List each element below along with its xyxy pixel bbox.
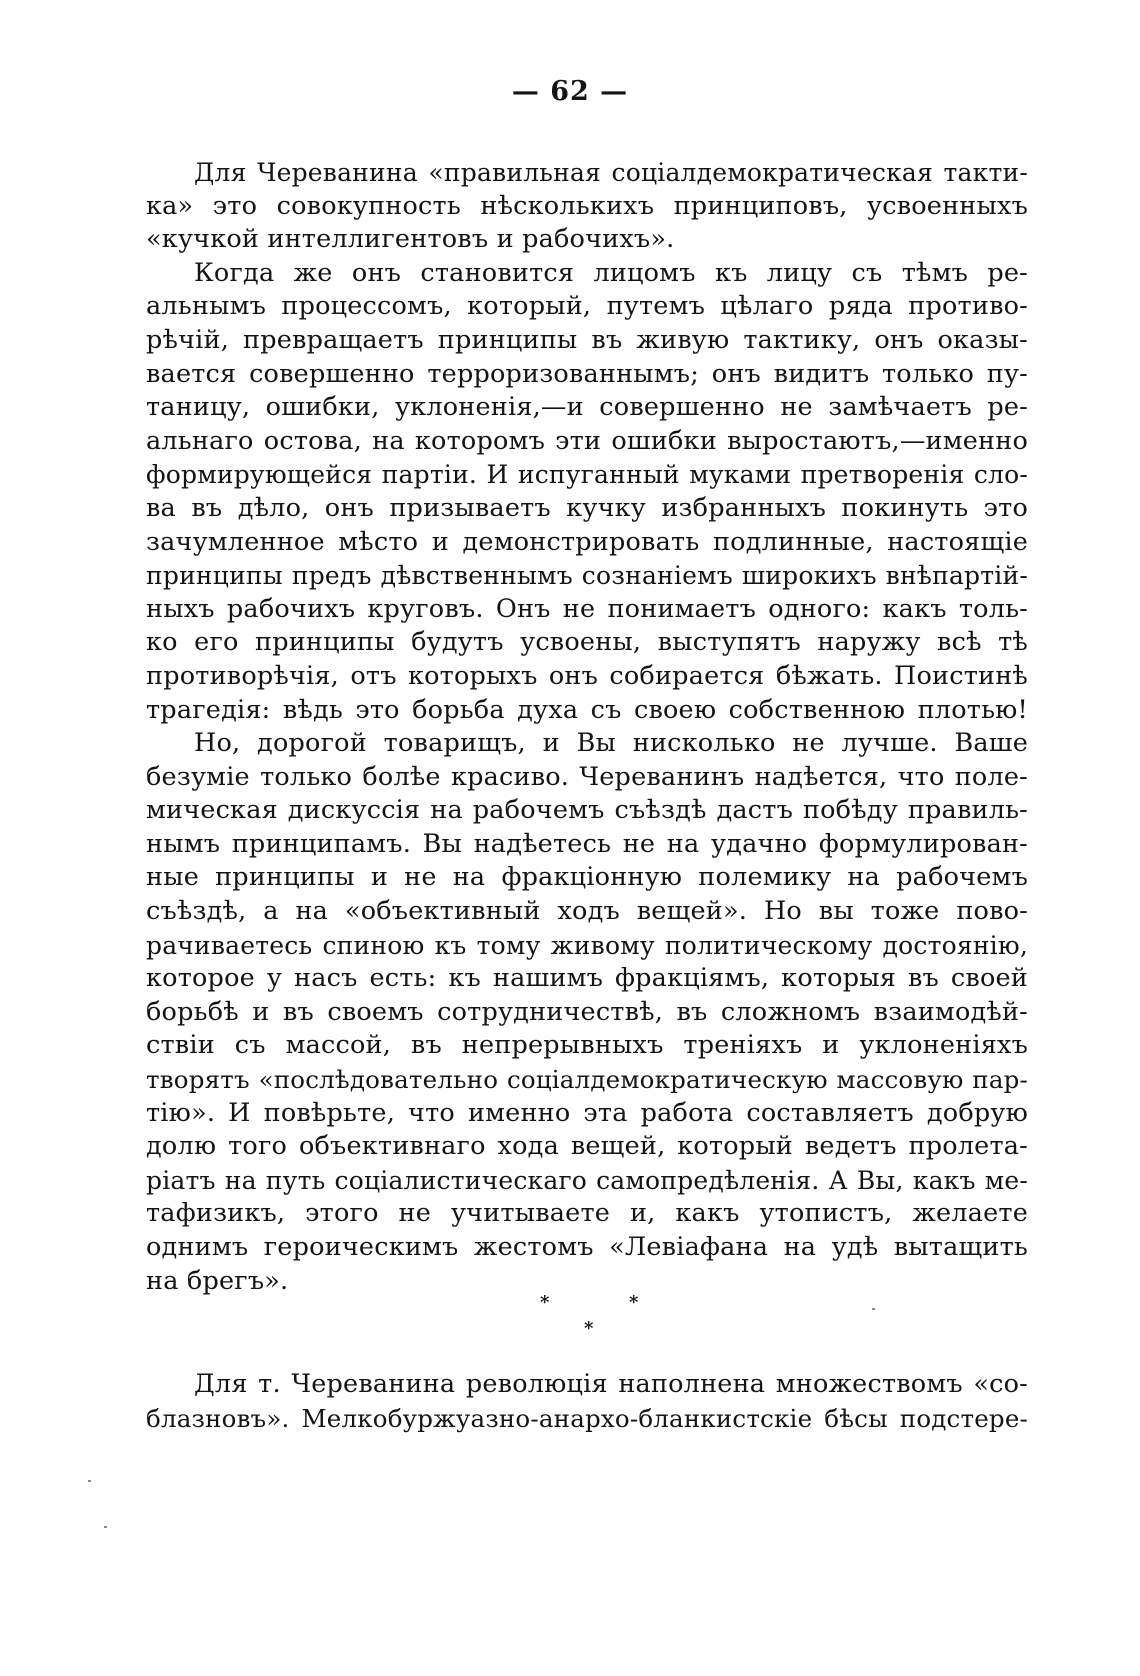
text-line: творятъ «послѣдовательно соціалдемократическую массовую пар- [146,1065,1028,1095]
text-line: которое у насъ есть: къ нашимъ фракціямъ, которыя въ своей [146,963,1028,994]
section-asterism [0,1292,1140,1352]
text-line: формирующейся партіи. И испуганный муками претворенія сло- [146,460,1028,490]
paper-speck [872,1308,875,1310]
text-line: съѣздѣ, а на «объективный ходъ вещей». Но вы тоже пово- [146,896,1028,927]
text-line: рачиваетесь спиною къ тому живому политическому достоянію, [146,930,1028,960]
text-line: рѣчій, превращаетъ принципы въ живую тактику, онъ оказы- [146,324,1028,355]
text-line: ко его принципы будутъ усвоены, выступятъ наружу всѣ тѣ [146,627,1028,658]
asterisk-left: * [540,1292,550,1313]
text-line: альнаго остова, на которомъ эти ошибки выростаютъ,—именно [146,425,1028,456]
text-line: ные принципы и не на фракціонную полемику на рабочемъ [146,862,1028,893]
text-line: ріатъ на путь соціалистическаго самопредѣленія. А Вы, какъ ме- [146,1165,1028,1195]
text-line: зачумленное мѣсто и демонстрировать подлинные, настоящіе [146,526,1028,557]
text-line: альнымъ процессомъ, который, путемъ цѣлаго ряда противо- [146,291,1028,322]
text-line: Но, дорогой товарищъ, и Вы нисколько не лучше. Ваше [194,728,1028,759]
text-line: «кучкой интеллигентовъ и рабочихъ». [146,224,675,255]
text-line: мическая дискуссія на рабочемъ съѣздѣ дастъ побѣду правиль- [146,795,1028,826]
text-line: блазновъ». Мелкобуржуазно-анархо-бланкистскіе бѣсы подстере- [146,1403,1028,1433]
text-line: ва въ дѣло, онъ призываетъ кучку избранныхъ покинуть это [146,492,1028,523]
text-line: нымъ принципамъ. Вы надѣетесь не на удачно формулирован- [146,828,1028,859]
asterisk-right: * [629,1292,639,1313]
text-line: ка» это совокупность нѣсколькихъ принциповъ, усвоенныхъ [146,190,1028,221]
text-line: ствіи съ массой, въ непрерывныхъ треніяхъ и уклоненіяхъ [146,1030,1028,1061]
text-line: Когда же онъ становится лицомъ къ лицу съ тѣмъ ре- [194,257,1028,288]
asterisk-bottom: * [584,1318,594,1339]
text-line: борьбѣ и въ своемъ сотрудничествѣ, въ сложномъ взаимодѣй- [146,996,1028,1027]
text-line: безуміе только болѣе красиво. Череванинъ надѣется, что поле- [146,761,1028,792]
paragraph-3 [146,727,1028,1298]
paragraph-2 [146,257,1028,727]
text-line: однимъ героическимъ жестомъ «Левіафана на удѣ вытащить [146,1232,1028,1262]
paper-speck [88,1480,91,1482]
text-line: тафизикъ, этого не учитываете и, какъ утопистъ, желаете [146,1198,1028,1229]
text-line: тію». И повѣрьте, что именно эта работа составляетъ добрую [146,1097,1028,1128]
page-number: — 62 — [511,76,629,107]
main-text [146,156,1028,1298]
text-line: принципы предъ дѣвственнымъ сознаніемъ широкихъ внѣпартій- [146,561,1028,591]
text-line: вается совершенно терроризованнымъ; онъ видитъ только пу- [146,358,1028,389]
paragraph-1 [146,156,1028,257]
paragraph-4 [146,1368,1028,1435]
paper-speck [104,1526,107,1528]
text-line: трагедія: вѣдь это борьба духа съ своею собственною плотью! [146,694,1028,725]
text-line: Для т. Череванина революція наполнена множествомъ «со- [194,1369,1028,1399]
text-line: на брегъ». [146,1265,289,1296]
text-line: Для Череванина «правильная соціалдемократическая такти- [194,158,1028,187]
text-line: таницу, ошибки, уклоненія,—и совершенно не замѣчаетъ ре- [146,392,1028,423]
text-line: долю того объективнаго хода вещей, который ведетъ пролета- [146,1131,1028,1162]
text-line: ныхъ рабочихъ круговъ. Онъ не понимаетъ одного: какъ толь- [146,593,1028,624]
text-line: противорѣчія, отъ которыхъ онъ собирается бѣжать. Поистинѣ [146,660,1028,691]
